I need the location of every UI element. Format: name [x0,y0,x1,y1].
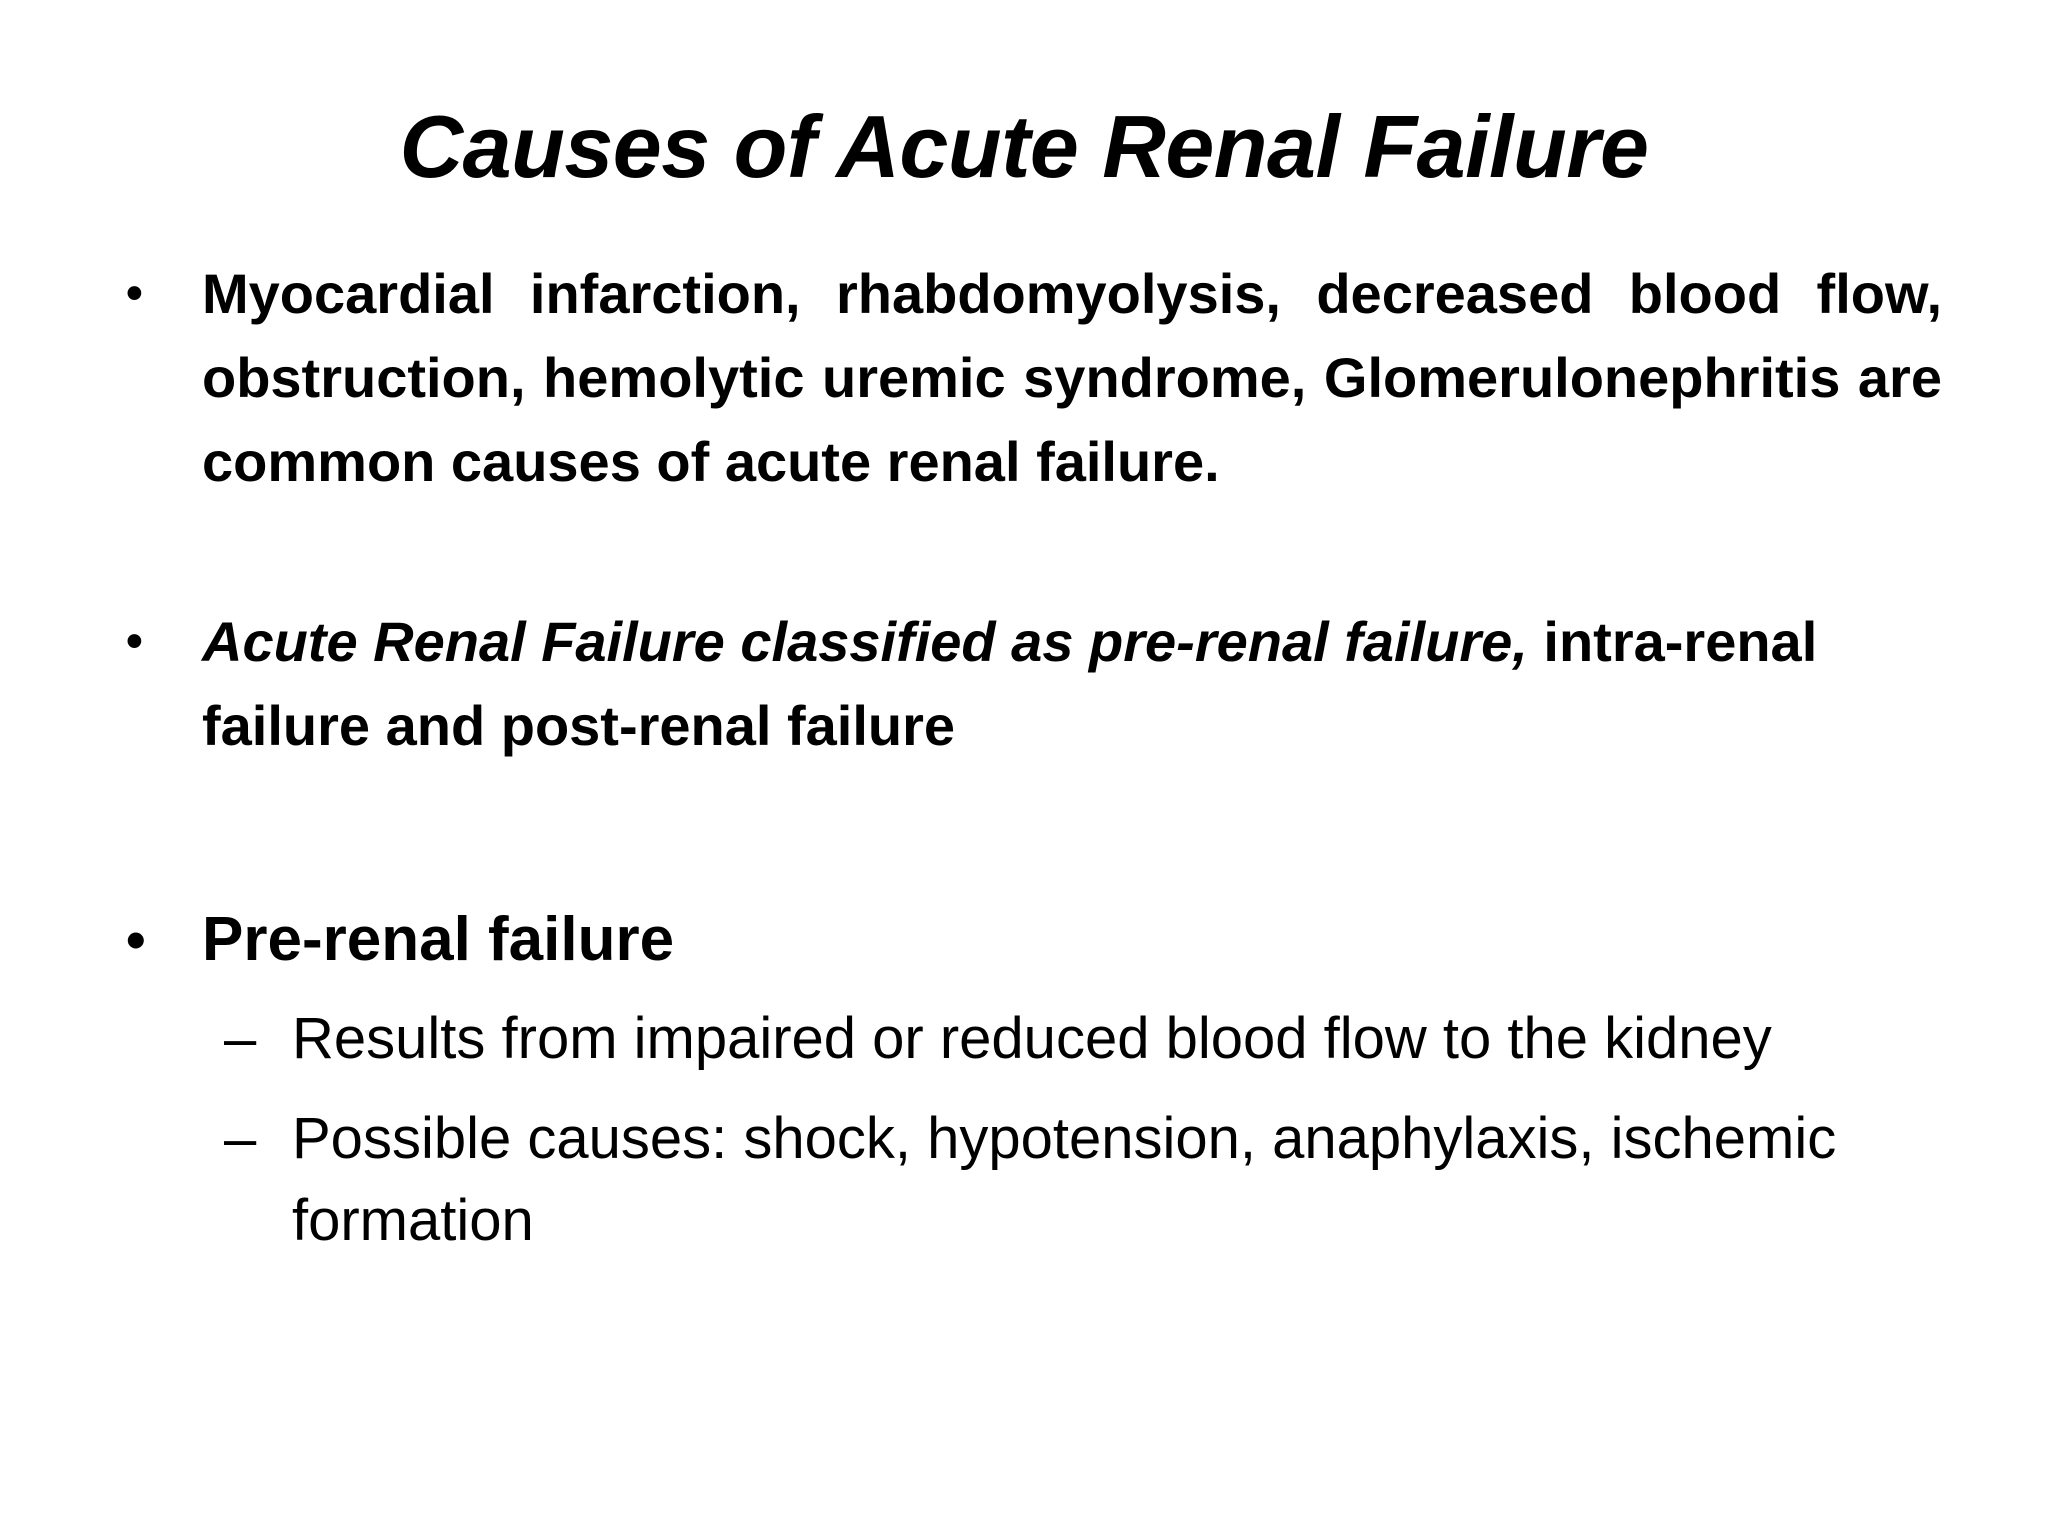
sub-item-dash: – [224,1106,257,1171]
slide-title: Causes of Acute Renal Failure [399,97,1649,196]
sub-item-dash: – [224,1006,257,1071]
sub-item-1-text: Results from impaired or reduced blood flow to the kidney [292,1006,1772,1071]
bullet-marker: • [126,615,143,668]
bullet-2-normal-part: intra-renal failure and post-renal failure [202,610,1818,757]
sub-item-2-text: Possible causes: shock, hypotension, anaphylaxis, ischemic formation [292,1106,1837,1253]
bullet-2-italic-part: Acute Renal Failure classified as pre-renal failure, [202,610,1528,673]
bullet-marker: • [126,267,143,320]
bullet-3-heading: Pre-renal failure [202,905,675,974]
bullet-2-text [202,600,1942,768]
bullet-marker: • [126,908,146,971]
bullet-1-text: Myocardial infarction, rhabdomyolysis, decreased blood flow, obstruction, hemolytic uremic syndrome, Glomerulonephritis are common causes of acute renal failure. [202,262,1942,493]
